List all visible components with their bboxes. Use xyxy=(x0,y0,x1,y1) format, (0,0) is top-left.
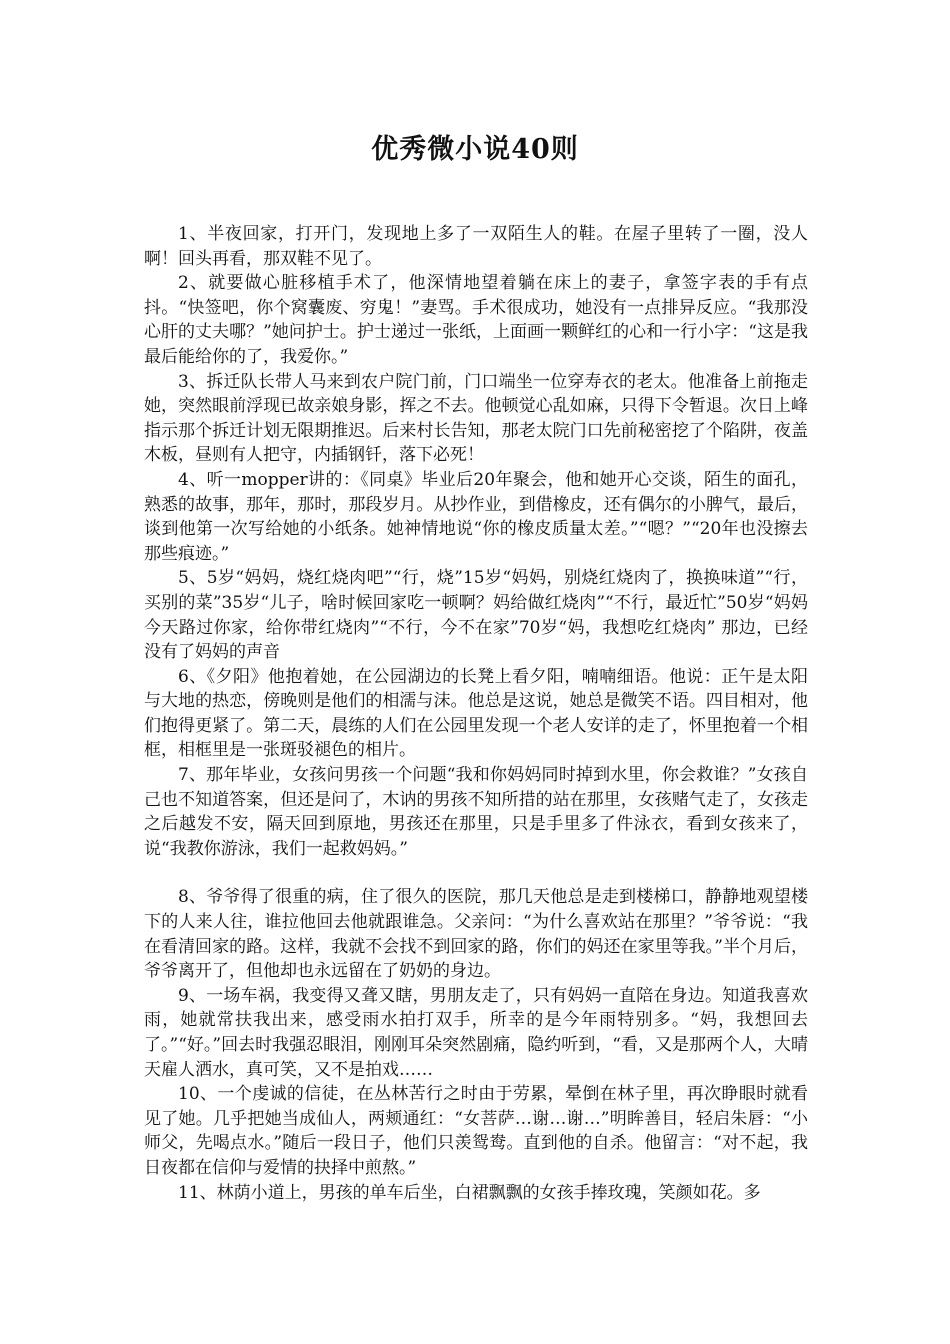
paragraph-gap xyxy=(144,861,808,885)
paragraph-3: 3、拆迁队长带人马来到农户院门前，门口端坐一位穿寿衣的老太。他准备上前拖走她，突然眼前浮现已故亲娘身影，挥之不去。他顿觉心乱如麻，只得下令暂退。次日上峰指示那个拆迁计划无限期推迟。后来村长告知，那老太院门口先前秘密挖了个陷阱，夜盖木板，昼则有人把守，内插钢钎，落下必死！ xyxy=(144,371,808,466)
paragraph-9: 9、一场车祸，我变得又聋又瞎，男朋友走了，只有妈妈一直陪在身边。知道我喜欢雨，她就常扶我出来，感受雨水拍打双手，所幸的是今年雨特别多。“妈，我想回去了。”“好。”回去时我强忍眼泪，刚刚耳朵突然剧痛，隐约听到，“看，又是那两个人，大晴天雇人洒水，真可笑，又不是拍戏…… xyxy=(144,985,808,1080)
paragraph-2: 2、就要做心脏移植手术了，他深情地望着躺在床上的妻子，拿签字表的手有点抖。“快签吧，你个窝囊废、穷鬼！”妻骂。手术很成功，她没有一点排异反应。“我那没心肝的丈夫哪？”她问护士。护士递过一张纸，上面画一颗鲜红的心和一行小字：“这是我最后能给你的了，我爱你。” xyxy=(144,273,808,367)
paragraph-1: 1、半夜回家，打开门，发现地上多了一双陌生人的鞋。在屋子里转了一圈，没人啊！回头再看，那双鞋不见了。 xyxy=(144,224,808,269)
paragraph-11: 11、林荫小道上，男孩的单车后坐，白裙飘飘的女孩手捧玫瑰，笑颜如花。多 xyxy=(178,1182,761,1203)
paragraph-5: 5、5岁“妈妈，烧红烧肉吧”“行，烧”15岁“妈妈，别烧红烧肉了，换换味道”“行，买别的菜”35岁“儿子，啥时候回家吃一顿啊？妈给做红烧肉”“不行，最近忙”50岁“妈妈今天路过你家，给你带红烧肉”“不行，今不在家”70岁“妈，我想吃红烧肉” 那边，已经没有了妈妈的声音 xyxy=(144,568,808,663)
document-title: 优秀微小说40则 xyxy=(371,134,579,165)
paragraph-4: 4、听一mopper讲的：《同桌》毕业后20年聚会，他和她开心交谈，陌生的面孔，熟悉的故事，那年，那时，那段岁月。从抄作业，到借橡皮，还有偶尔的小脾气，最后，谈到他第一次写给她的小纸条。她神情地说“你的橡皮质量太差。”“嗯？”“20年也没擦去那些痕迹。” xyxy=(144,469,808,564)
document-body xyxy=(144,222,808,1205)
paragraph-10: 10、一个虔诚的信徒，在丛林苦行之时由于劳累，晕倒在林子里，再次睁眼时就看见了她。几乎把她当成仙人，两颊通红：“女菩萨…谢…谢…”明眸善目，轻启朱唇：“小师父，先喝点水。”随后一段日子，他们只羡鸳鸯。直到他的自杀。他留言：“对不起，我日夜都在信仰与爱情的抉择中煎熬。” xyxy=(144,1084,808,1178)
paragraph-7: 7、那年毕业，女孩问男孩一个问题“我和你妈妈同时掉到水里，你会救谁？”女孩自己也不知道答案，但还是问了，木讷的男孩不知所措的站在那里，女孩赌气走了，女孩走之后越发不安，隔天回到原地，男孩还在那里，只是手里多了件泳衣，看到女孩来了，说“我教你游泳，我们一起救妈妈。” xyxy=(144,765,808,859)
paragraph-6: 6、《夕阳》他抱着她，在公园湖边的长凳上看夕阳，喃喃细语。他说：正午是太阳与大地的热恋，傍晚则是他们的相濡与沫。他总是这说，她总是微笑不语。四目相对，他们抱得更紧了。第二天，晨练的人们在公园里发现一个老人安详的走了，怀里抱着一个相框，相框里是一张斑驳褪色的相片。 xyxy=(144,666,808,761)
paragraph-8: 8、爷爷得了很重的病，住了很久的医院，那几天他总是走到楼梯口，静静地观望楼下的人来人往，谁拉他回去他就跟谁急。父亲问：“为什么喜欢站在那里？”爷爷说：“我在看清回家的路。这样，我就不会找不到回家的路，你们的妈还在家里等我。”半个月后，爷爷离开了，但他却也永远留在了奶奶的身边。 xyxy=(144,887,808,982)
